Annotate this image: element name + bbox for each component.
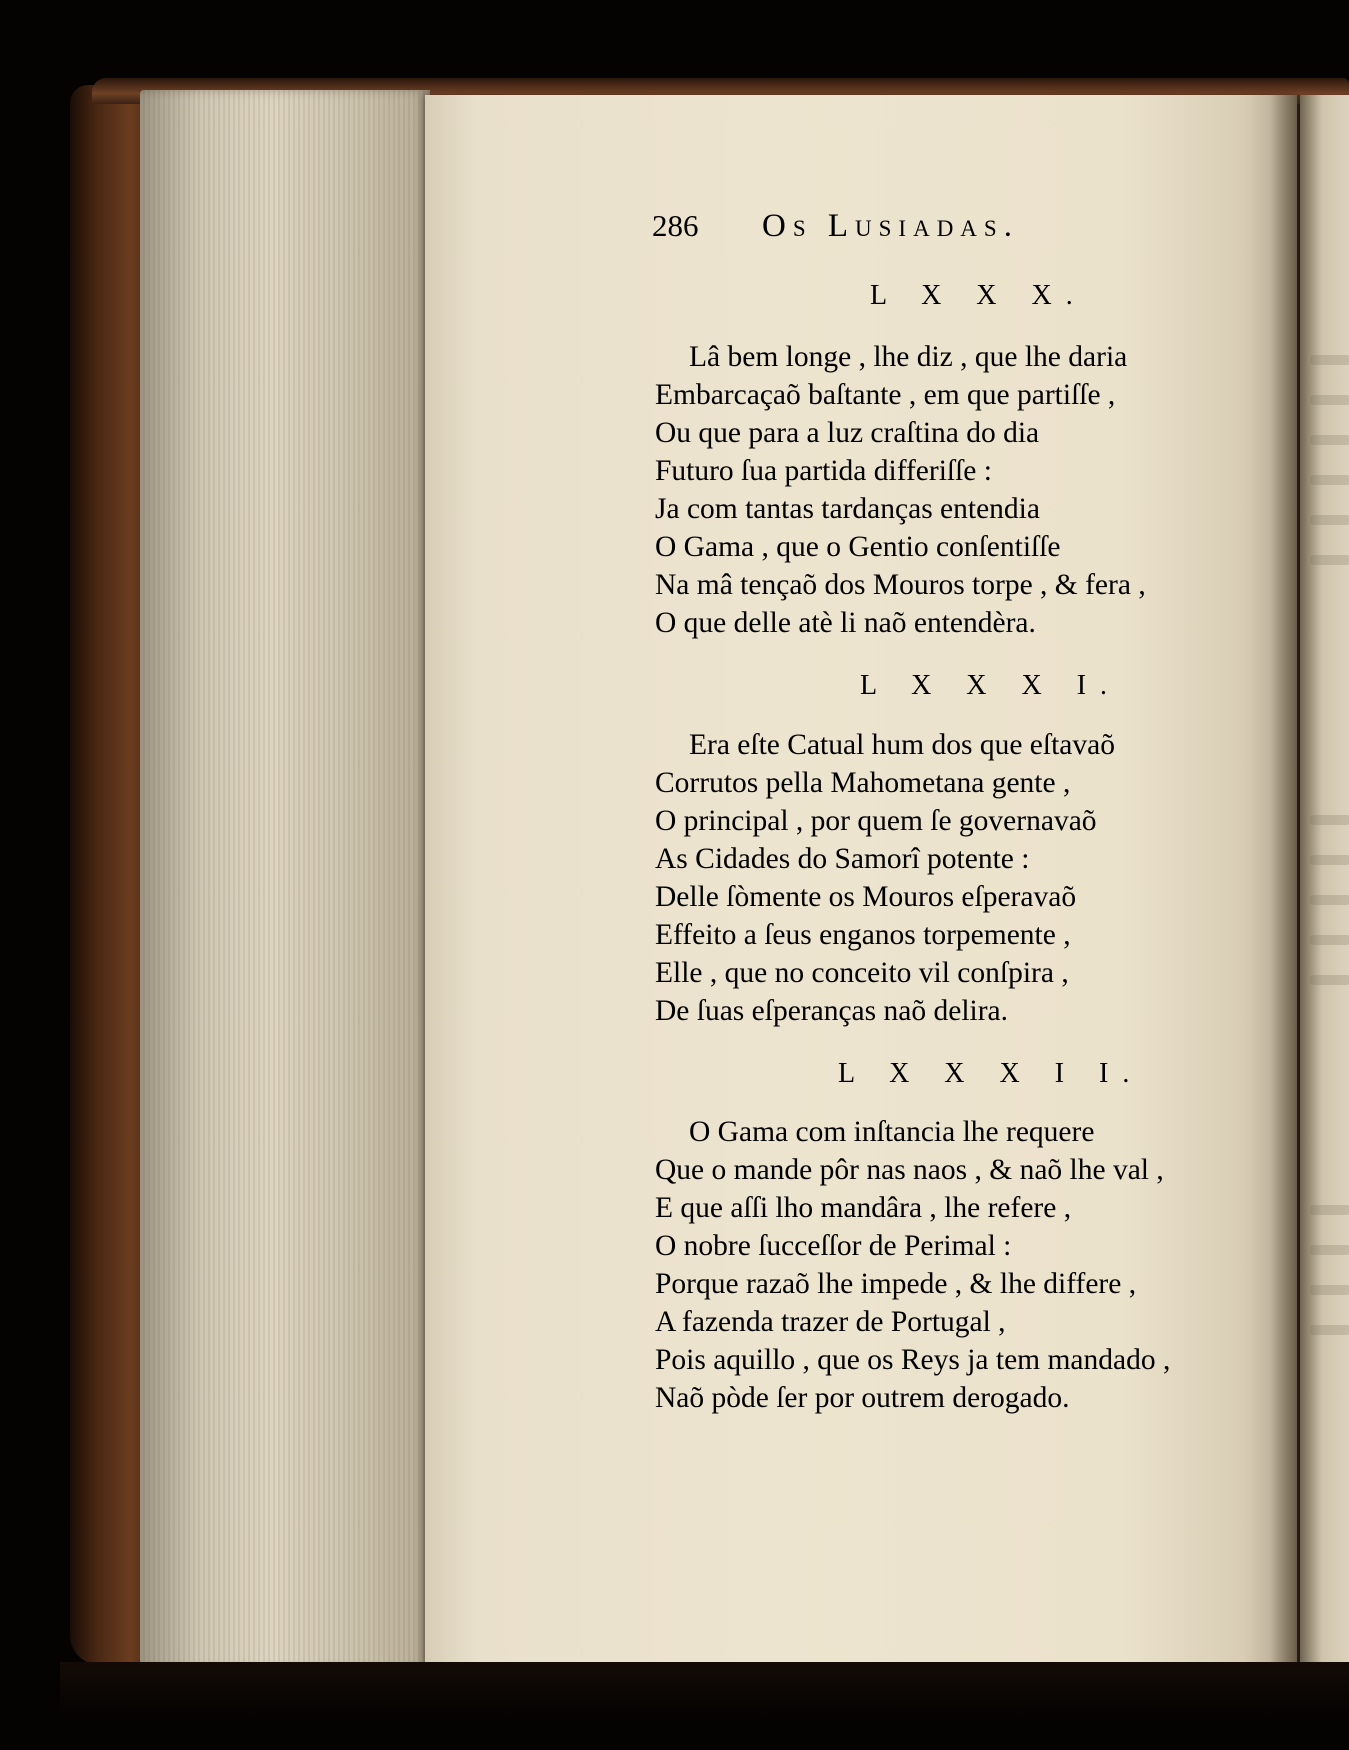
verse-line: O Gama , que o Gentio conſentiſſe <box>655 531 1061 563</box>
right-page-edge <box>1300 95 1349 1665</box>
stanza-number: L X X X. <box>870 280 1087 311</box>
stanza-number: L X X X I. <box>860 670 1122 701</box>
verse-line: Era eſte Catual hum dos que eſtavaõ <box>689 729 1115 761</box>
book-shadow <box>60 1662 1349 1750</box>
verse-line: A fazenda trazer de Portugal , <box>655 1306 1006 1338</box>
running-title: Os Lusiadas. <box>762 208 1019 244</box>
page-fore-edge <box>140 90 430 1670</box>
verse-line: Pois aquillo , que os Reys ja tem mandado , <box>655 1344 1171 1376</box>
verse-line: As Cidades do Samorî potente : <box>655 843 1030 875</box>
verse-line: Delle ſòmente os Mouros eſperavaõ <box>655 881 1077 913</box>
verse-line: Ou que para a luz craſtina do dia <box>655 417 1040 449</box>
verse-line: O Gama com inſtancia lhe requere <box>689 1116 1095 1148</box>
verse-line: Lâ bem longe , lhe diz , que lhe daria <box>689 341 1128 373</box>
verse-line: Ja com tantas tardanças entendia <box>655 493 1040 525</box>
verse-line: Embarcaçaõ baſtante , em que partiſſe , <box>655 379 1116 411</box>
verse-line: Effeito a ſeus enganos torpemente , <box>655 919 1071 951</box>
verse-line: O que delle atè li naõ entendèra. <box>655 607 1036 639</box>
verse-line: O principal , por quem ſe governavaõ <box>655 805 1097 837</box>
verse-line: Corrutos pella Mahometana gente , <box>655 767 1071 799</box>
verse-line: Que o mande pôr nas naos , & naõ lhe val , <box>655 1154 1164 1186</box>
page-header <box>652 208 1132 252</box>
page-number: 286 <box>652 208 699 243</box>
stanza-number: L X X X I I. <box>838 1058 1144 1089</box>
verse-line: Naõ pòde ſer por outrem derogado. <box>655 1382 1070 1414</box>
verse-line: Na mâ tençaõ dos Mouros torpe , & fera , <box>655 569 1146 601</box>
verse-line: O nobre ſucceſſor de Perimal : <box>655 1230 1012 1262</box>
verse-line: Porque razaõ lhe impede , & lhe differe , <box>655 1268 1137 1300</box>
verse-line: E que aſſi lho mandâra , lhe refere , <box>655 1192 1072 1224</box>
verse-line: Futuro ſua partida differiſſe : <box>655 455 992 487</box>
verse-line: Elle , que no conceito vil conſpira , <box>655 957 1069 989</box>
verse-line: De ſuas eſperanças naõ delira. <box>655 995 1009 1027</box>
